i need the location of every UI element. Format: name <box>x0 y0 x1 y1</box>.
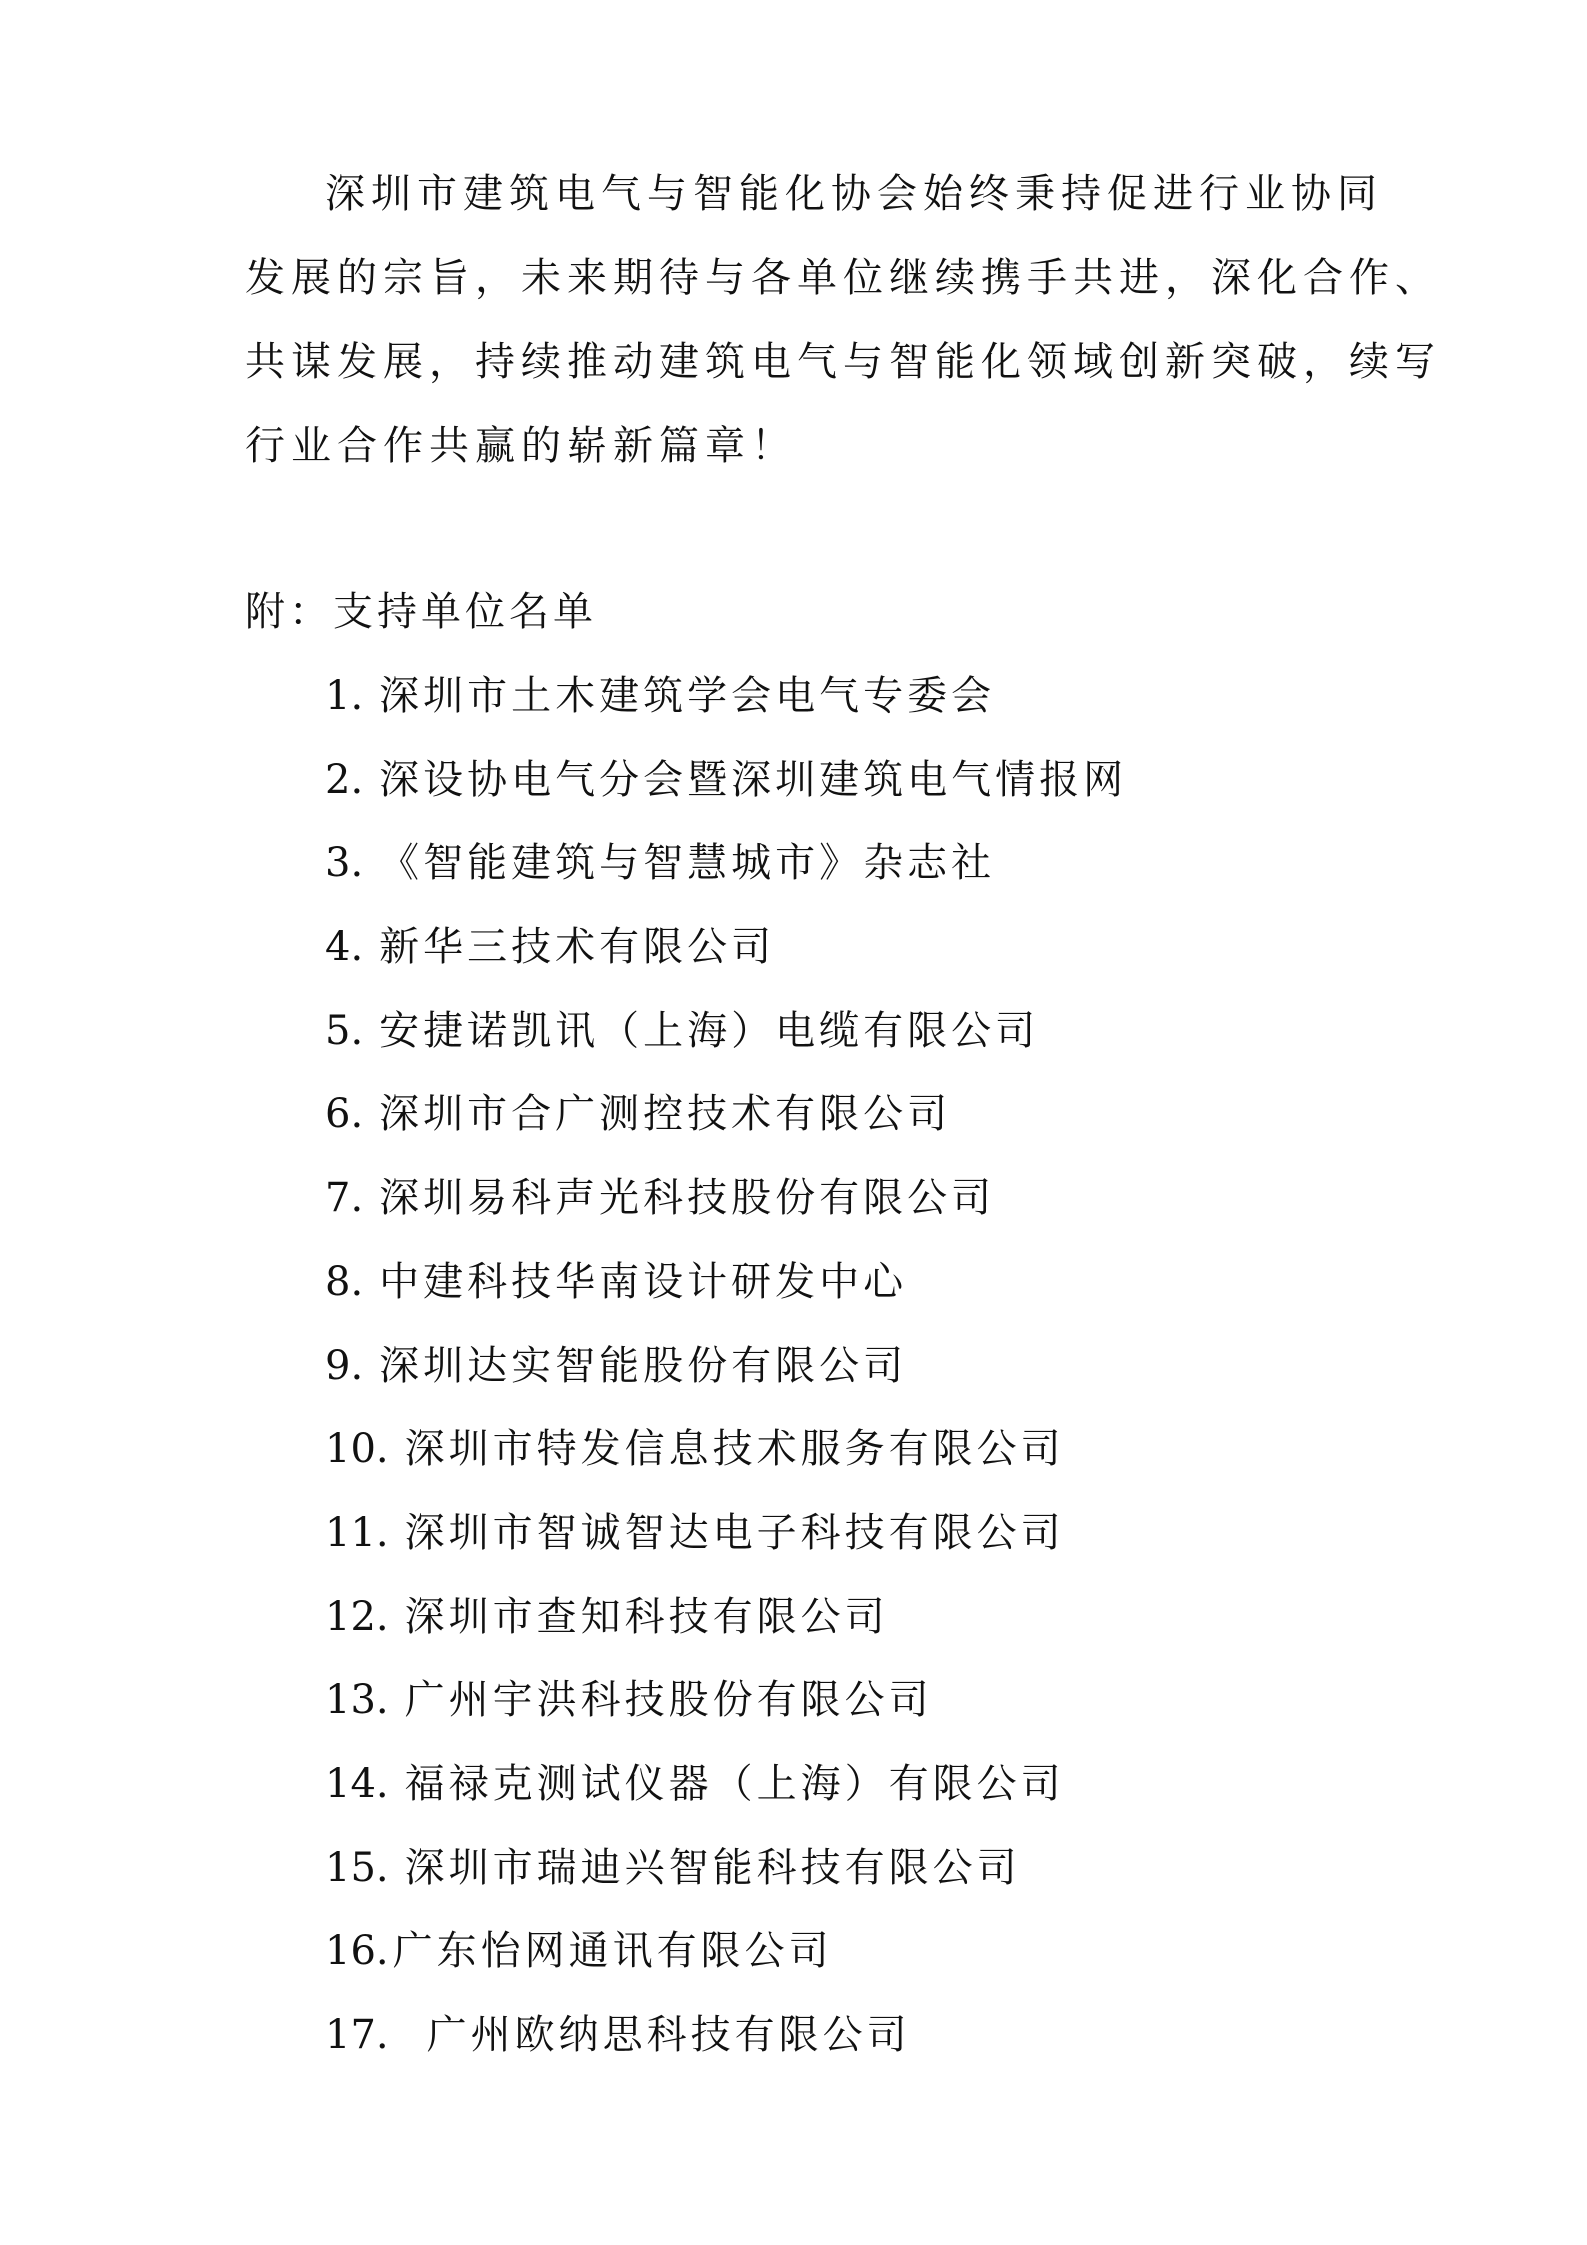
item-number: 10. <box>325 1426 389 1473</box>
item-number: 5. <box>325 1007 364 1054</box>
list-item <box>325 1258 1127 1342</box>
item-number: 17. <box>325 2012 389 2058</box>
item-name: 深圳市瑞迪兴智能科技有限公司 <box>404 1844 1021 1891</box>
list-item <box>325 1342 1127 1426</box>
item-name: 深圳市特发信息技术服务有限公司 <box>404 1426 1065 1473</box>
list-item <box>325 1760 1127 1844</box>
item-name: 深圳市查知科技有限公司 <box>404 1593 889 1640</box>
supporter-list <box>325 672 1127 2095</box>
item-name: 深圳市智诚智达电子科技有限公司 <box>404 1509 1065 1556</box>
paragraph-line-1: 深圳市建筑电气与智能化协会始终秉持促进行业协同 <box>325 171 1383 217</box>
item-name: 深圳易科声光科技股份有限公司 <box>379 1175 996 1222</box>
item-number: 16. <box>325 1928 389 1975</box>
item-number: 11. <box>325 1509 389 1556</box>
item-number: 1. <box>325 673 364 719</box>
item-number: 15. <box>325 1844 389 1891</box>
list-item <box>325 1593 1127 1677</box>
list-item <box>325 1174 1127 1258</box>
item-name: 新华三技术有限公司 <box>379 924 776 971</box>
item-name: 深圳市合广测控技术有限公司 <box>379 1091 952 1138</box>
list-item <box>325 672 1127 756</box>
list-item <box>325 1007 1127 1091</box>
list-item <box>325 1844 1127 1928</box>
paragraph-line-4: 行业合作共赢的崭新篇章！ <box>245 423 797 469</box>
item-name: 中建科技华南设计研发中心 <box>379 1258 908 1305</box>
list-item <box>325 839 1127 923</box>
appendix-heading: 附：支持单位名单 <box>245 589 597 635</box>
item-number: 3. <box>325 840 364 887</box>
item-number: 13. <box>325 1677 389 1724</box>
item-number: 7. <box>325 1175 364 1222</box>
list-item <box>325 923 1127 1007</box>
paragraph-line-2: 发展的宗旨，未来期待与各单位继续携手共进，深化合作、 <box>245 255 1441 301</box>
list-item <box>325 2011 1127 2095</box>
item-name: 安捷诺凯讯（上海）电缆有限公司 <box>379 1007 1040 1054</box>
item-number: 9. <box>325 1342 364 1389</box>
item-number: 14. <box>325 1760 389 1807</box>
item-number: 8. <box>325 1258 364 1305</box>
item-name: 深设协电气分会暨深圳建筑电气情报网 <box>379 756 1128 803</box>
paragraph-line-3: 共谋发展，持续推动建筑电气与智能化领域创新突破，续写 <box>245 339 1441 385</box>
item-name: 福禄克测试仪器（上海）有限公司 <box>404 1760 1065 1807</box>
list-item <box>325 1509 1127 1593</box>
item-name: 深圳达实智能股份有限公司 <box>379 1342 908 1389</box>
list-item <box>325 756 1127 840</box>
item-number: 4. <box>325 924 364 971</box>
list-item <box>325 1676 1127 1760</box>
item-name: 广州欧纳思科技有限公司 <box>426 2012 911 2058</box>
item-name: 《智能建筑与智慧城市》杂志社 <box>379 840 996 887</box>
item-number: 12. <box>325 1593 389 1640</box>
list-item <box>325 1425 1127 1509</box>
list-item <box>325 1090 1127 1174</box>
list-item <box>325 1927 1127 2011</box>
item-name: 广东怡网通讯有限公司 <box>392 1928 833 1975</box>
item-name: 广州宇洪科技股份有限公司 <box>404 1677 933 1724</box>
item-number: 6. <box>325 1091 364 1138</box>
item-number: 2. <box>325 756 364 803</box>
item-name: 深圳市土木建筑学会电气专委会 <box>379 673 996 719</box>
